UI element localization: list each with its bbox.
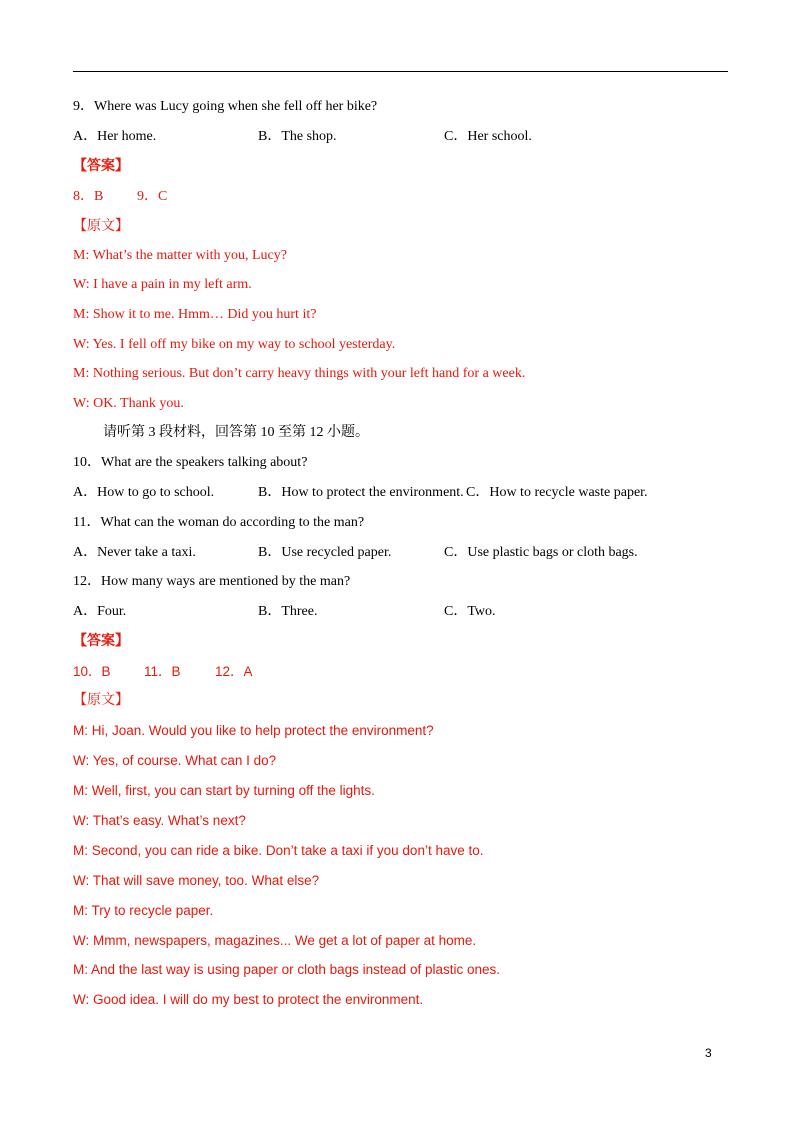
transcript-line: W: That’s easy. What’s next? [73, 813, 246, 828]
answer-label: 【答案】 [73, 634, 129, 649]
question-12-stem: 12．How many ways are mentioned by the man? [73, 574, 351, 589]
answer-8: 8．B [73, 189, 104, 204]
option-a: A．Never take a taxi. [73, 545, 196, 560]
transcript-line: W: Good idea. I will do my best to protect the environment. [73, 992, 424, 1007]
answer-10: 10．B [73, 664, 111, 679]
transcript-label: 【原文】 [73, 693, 129, 708]
transcript-line: W: Yes. I fell off my bike on my way to school yesterday. [73, 337, 396, 352]
question-9-stem: 9．Where was Lucy going when she fell off her bike? [73, 99, 378, 114]
option-c: C．How to recycle waste paper. [466, 485, 648, 500]
transcript-line: M: Nothing serious. But don’t carry heavy things with your left hand for a week. [73, 366, 526, 381]
transcript-line: M: Second, you can ride a bike. Don’t take a taxi if you don’t have to. [73, 843, 484, 858]
page-number: 3 [705, 1046, 712, 1060]
transcript-label: 【原文】 [73, 219, 129, 234]
answer-label: 【答案】 [73, 159, 129, 174]
transcript-line: M: What’s the matter with you, Lucy? [73, 248, 287, 263]
answer-12: 12．A [215, 664, 253, 679]
header-rule [73, 71, 728, 72]
option-a: A．Four. [73, 604, 127, 619]
option-b: B．Three. [258, 604, 318, 619]
transcript-line: M: And the last way is using paper or cloth bags instead of plastic ones. [73, 962, 500, 977]
transcript-line: M: Show it to me. Hmm… Did you hurt it? [73, 307, 317, 322]
transcript-line: M: Well, first, you can start by turning off the lights. [73, 783, 375, 798]
transcript-line: M: Hi, Joan. Would you like to help protect the environment? [73, 723, 434, 738]
option-c: C．Her school. [444, 129, 532, 144]
transcript-line: W: That will save money, too. What else? [73, 873, 320, 888]
option-b: B．Use recycled paper. [258, 545, 392, 560]
question-10-stem: 10．What are the speakers talking about? [73, 455, 308, 470]
transcript-line: W: OK. Thank you. [73, 396, 184, 411]
option-a: A．Her home. [73, 129, 157, 144]
option-c: C．Two. [444, 604, 496, 619]
option-c: C．Use plastic bags or cloth bags. [444, 545, 638, 560]
transcript-line: W: Yes, of course. What can I do? [73, 753, 277, 768]
section-instruction: 请听第 3 段材料，回答第 10 至第 12 小题。 [103, 425, 369, 440]
answer-11: 11．B [144, 664, 181, 679]
option-b: B．How to protect the environment. [258, 485, 464, 500]
option-b: B．The shop. [258, 129, 337, 144]
transcript-line: W: I have a pain in my left arm. [73, 277, 252, 292]
question-11-stem: 11．What can the woman do according to the man? [73, 515, 365, 530]
transcript-line: W: Mmm, newspapers, magazines... We get a lot of paper at home. [73, 933, 477, 948]
transcript-line: M: Try to recycle paper. [73, 903, 214, 918]
answer-9: 9．C [137, 189, 168, 204]
option-a: A．How to go to school. [73, 485, 215, 500]
